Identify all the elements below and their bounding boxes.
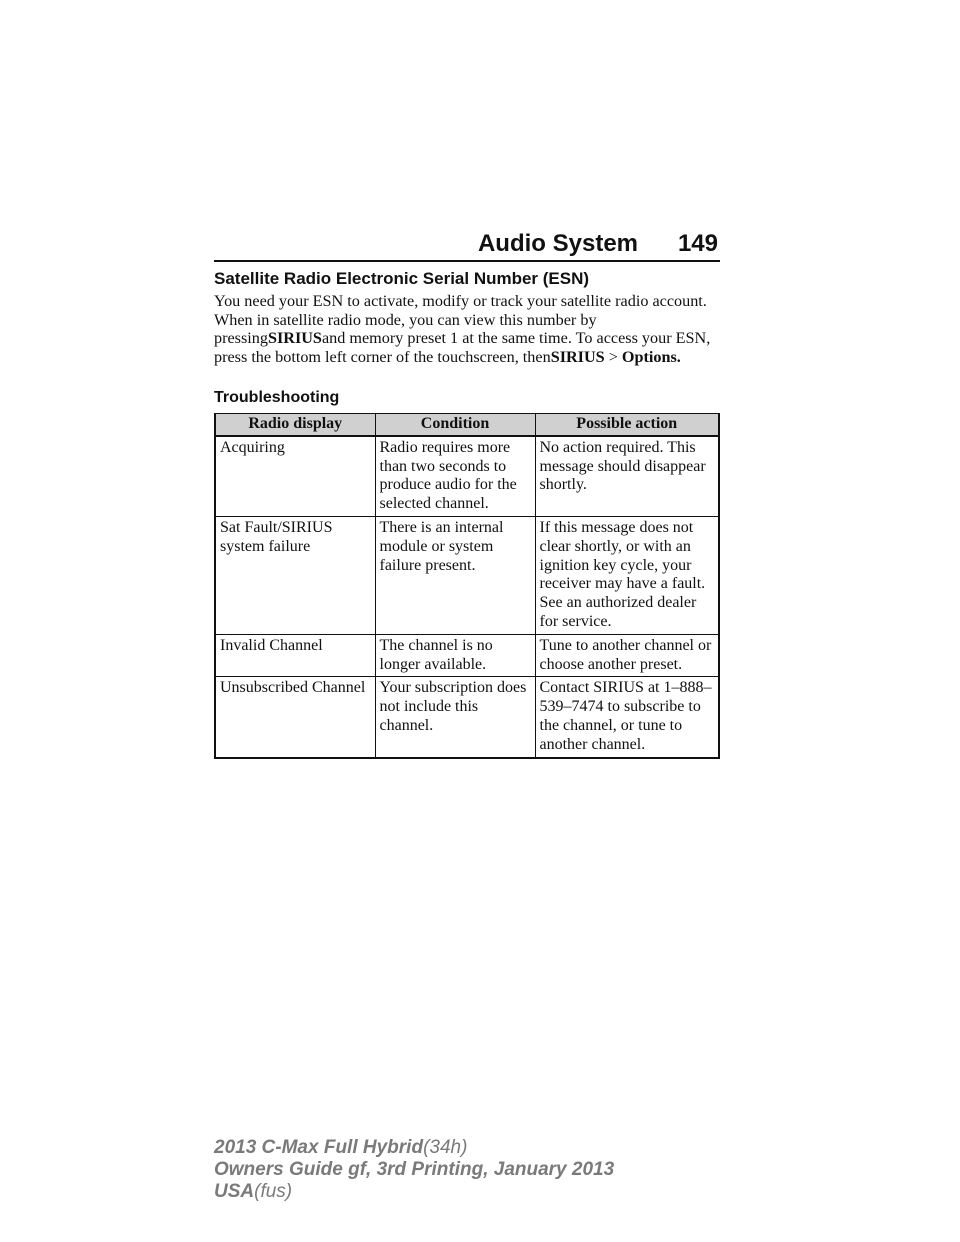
esn-text-1: You need your ESN to activate, modify or track your satellite radio account. When in satellite radio mode, you can view this number by pressing — [214, 292, 707, 348]
footer-line-guide — [214, 1159, 614, 1181]
footer-model: 2013 C-Max Full Hybrid — [214, 1137, 424, 1158]
esn-bold-sirius-1: SIRIUS — [267, 329, 322, 348]
page-number: 149 — [677, 230, 718, 257]
column-header-possible-action: Possible action — [535, 414, 719, 436]
cell-radio-display: Acquiring — [215, 436, 375, 517]
cell-radio-display: Invalid Channel — [215, 634, 375, 677]
table-row — [215, 634, 719, 677]
cell-condition: Radio requires more than two seconds to produce audio for the selected channel. — [375, 436, 535, 517]
column-header-condition: Condition — [375, 414, 535, 436]
footer-region-code: (fus) — [254, 1181, 293, 1202]
cell-radio-display: Sat Fault/SIRIUS system failure — [215, 516, 375, 634]
cell-possible-action: Tune to another channel or choose another preset. — [535, 634, 719, 677]
cell-condition: The channel is no longer available. — [375, 634, 535, 677]
column-header-radio-display: Radio display — [215, 414, 375, 436]
footer-guide: Owners Guide gf, 3rd Printing, January 2013 — [214, 1159, 615, 1180]
footer-model-code: (34h) — [423, 1137, 468, 1158]
esn-bold-sirius-2: SIRIUS — [550, 347, 605, 366]
cell-possible-action: If this message does not clear shortly, or with an ignition key cycle, your receiver may have a fault. See an authorized dealer for service. — [535, 516, 719, 634]
section-title: Audio System — [477, 230, 638, 257]
page-header — [214, 226, 720, 262]
table-header-row — [215, 414, 719, 436]
table-row — [215, 436, 719, 517]
cell-possible-action: No action required. This message should disappear shortly. — [535, 436, 719, 517]
table-row — [215, 516, 719, 634]
table-row — [215, 677, 719, 758]
cell-possible-action: Contact SIRIUS at 1–888–539–7474 to subscribe to the channel, or tune to another channel. — [535, 677, 719, 758]
cell-condition: Your subscription does not include this channel. — [375, 677, 535, 758]
header-rule — [214, 260, 720, 262]
esn-text-2: and memory preset 1 at the same time. To access your ESN, press the bottom left corner of the touchscreen, then — [214, 329, 711, 366]
troubleshooting-heading: Troubleshooting — [214, 389, 340, 406]
esn-paragraph — [214, 292, 720, 366]
cell-condition: There is an internal module or system failure present. — [375, 516, 535, 634]
footer-line-region — [214, 1181, 614, 1203]
print-footer — [214, 1137, 614, 1203]
troubleshooting-table — [214, 413, 720, 759]
esn-heading: Satellite Radio Electronic Serial Number (ESN) — [214, 269, 590, 288]
cell-radio-display: Unsubscribed Channel — [215, 677, 375, 758]
esn-separator: > — [604, 347, 622, 366]
esn-bold-options: Options. — [621, 347, 681, 366]
footer-region: USA — [214, 1181, 255, 1202]
footer-line-model — [214, 1137, 614, 1159]
